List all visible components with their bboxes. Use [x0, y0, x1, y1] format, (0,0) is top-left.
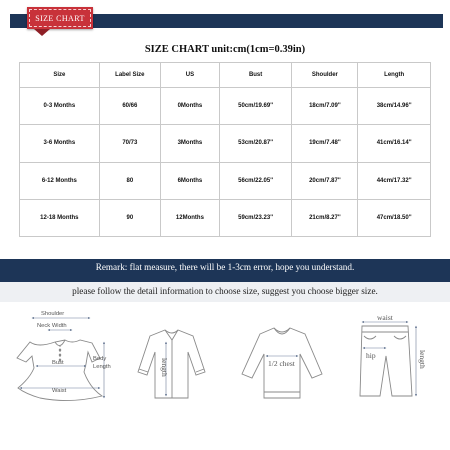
table-row — [20, 88, 431, 125]
cell-label-size: 60/66 — [99, 88, 160, 125]
table-header-row — [20, 63, 431, 88]
pants-diagram — [360, 326, 412, 396]
cell-size: 12-18 Months — [20, 199, 100, 236]
cell-length: 47cm/18.50'' — [358, 199, 431, 236]
size-table — [19, 62, 431, 237]
dress-label-length: Length — [93, 364, 111, 370]
dress-label-body: Body — [93, 356, 107, 362]
table-row — [20, 199, 431, 236]
table-row — [20, 125, 431, 162]
cell-length: 41cm/16.14'' — [358, 125, 431, 162]
pants-label-hip: hip — [366, 351, 376, 360]
garment-diagrams — [0, 300, 450, 450]
sweater-label-chest: 1/2 chest — [268, 359, 295, 368]
header-size: Size — [20, 63, 100, 88]
header-label-size: Label Size — [99, 63, 160, 88]
cell-length: 38cm/14.96'' — [358, 88, 431, 125]
shirt-label-length: length — [160, 358, 169, 377]
cell-label-size: 90 — [99, 199, 160, 236]
header-shoulder: Shoulder — [292, 63, 358, 88]
cell-size: 6-12 Months — [20, 162, 100, 199]
remark-line-2: please follow the detail information to choose size, suggest you choose bigger size. — [72, 286, 378, 296]
dress-label-shoulder: Shoulder — [41, 311, 65, 317]
header-us: US — [161, 63, 220, 88]
dress-label-waist: Waist — [52, 388, 67, 394]
shirt-diagram — [138, 330, 205, 398]
cell-us: 6Months — [161, 162, 220, 199]
cell-label-size: 70/73 — [99, 125, 160, 162]
remark-line-1: Remark: flat measure, there will be 1-3cm error, hope you understand. — [95, 262, 355, 272]
cell-shoulder: 18cm/7.09'' — [292, 88, 358, 125]
cell-bust: 56cm/22.05'' — [219, 162, 292, 199]
cell-bust: 53cm/20.87'' — [219, 125, 292, 162]
cell-bust: 50cm/19.69'' — [219, 88, 292, 125]
cell-shoulder: 19cm/7.48'' — [292, 125, 358, 162]
cell-length: 44cm/17.32'' — [358, 162, 431, 199]
size-chart-badge-label: SIZE CHART — [29, 9, 91, 27]
cell-label-size: 80 — [99, 162, 160, 199]
cell-us: 0Months — [161, 88, 220, 125]
cell-shoulder: 20cm/7.87'' — [292, 162, 358, 199]
table-row — [20, 162, 431, 199]
badge-ribbon-tail — [34, 29, 50, 36]
size-chart-badge — [27, 7, 93, 29]
dress-label-bust: Bust — [52, 360, 64, 366]
cell-size: 3-6 Months — [20, 125, 100, 162]
size-chart-title: SIZE CHART unit:cm(1cm=0.39in) — [144, 44, 306, 55]
cell-bust: 59cm/23.23'' — [219, 199, 292, 236]
pants-label-length: length — [418, 350, 427, 369]
cell-shoulder: 21cm/8.27'' — [292, 199, 358, 236]
cell-us: 3Months — [161, 125, 220, 162]
cell-us: 12Months — [161, 199, 220, 236]
cell-size: 0-3 Months — [20, 88, 100, 125]
header-bust: Bust — [219, 63, 292, 88]
dress-label-neck-width: Neck Width — [37, 323, 67, 329]
header-length: Length — [358, 63, 431, 88]
pants-label-waist: waist — [377, 313, 393, 322]
